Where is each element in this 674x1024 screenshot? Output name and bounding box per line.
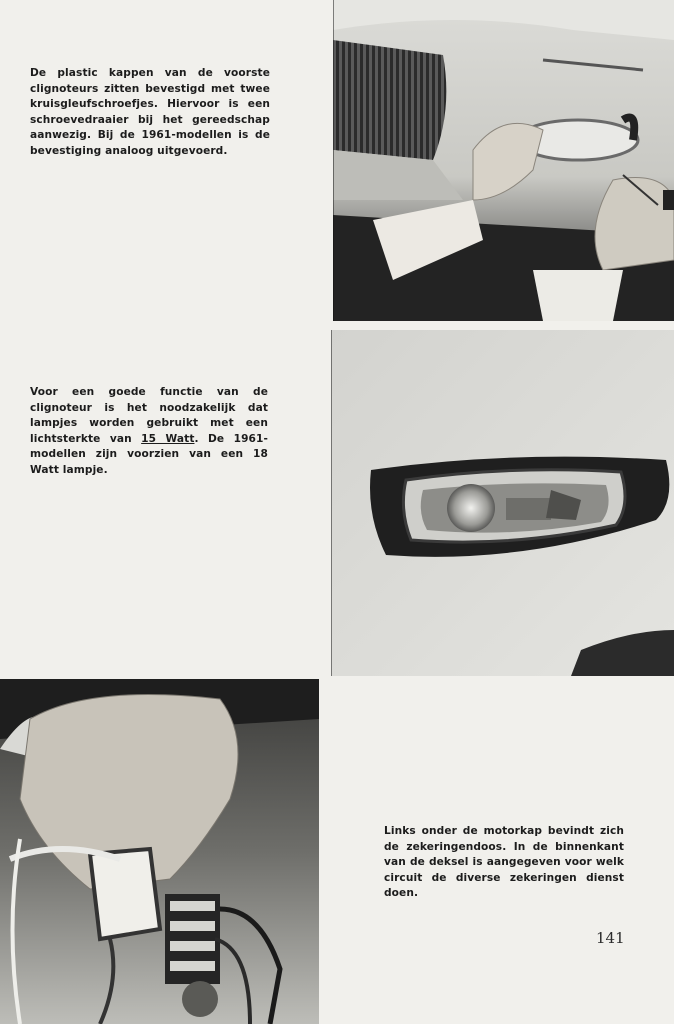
paragraph-text-start: Voor een goede functie van de clignoteur is het noodzakelijk dat lampjes worden gebruikt met een lichtsterkte van [30,386,268,445]
photo-indicator-lamp-bulb [331,330,674,676]
paragraph-indicator-lens [30,66,270,160]
photo-removing-indicator-lens [333,0,674,321]
wattage-highlight: 15 Watt [141,432,195,445]
paragraph-fuse-box [384,824,624,902]
paragraph-text-end: . De 1961-modellen zijn voorzien van een 18 Watt lampje. [30,432,268,476]
paragraph-text: Links onder de motorkap bevindt zich de zekeringendoos. In de binnenkant van de deksel is aangegeven voor welk circuit de diverse zekeringen dienst doen. [384,825,624,900]
page-number: 141 [596,929,625,947]
paragraph-bulb-wattage [30,385,268,479]
photo-fuse-box [0,679,319,1024]
photo-illustration [0,679,319,1024]
photo-illustration [331,330,674,676]
paragraph-text: De plastic kappen van de voorste clignoteurs zitten bevestigd met twee kruisgleufschroefjes. Hiervoor is een schroevedraaier bij het gereedschap aanwezig. Bij de 1961-modellen is de bevestiging analoog uitgevoerd. [30,67,270,157]
photo-illustration [333,0,674,321]
